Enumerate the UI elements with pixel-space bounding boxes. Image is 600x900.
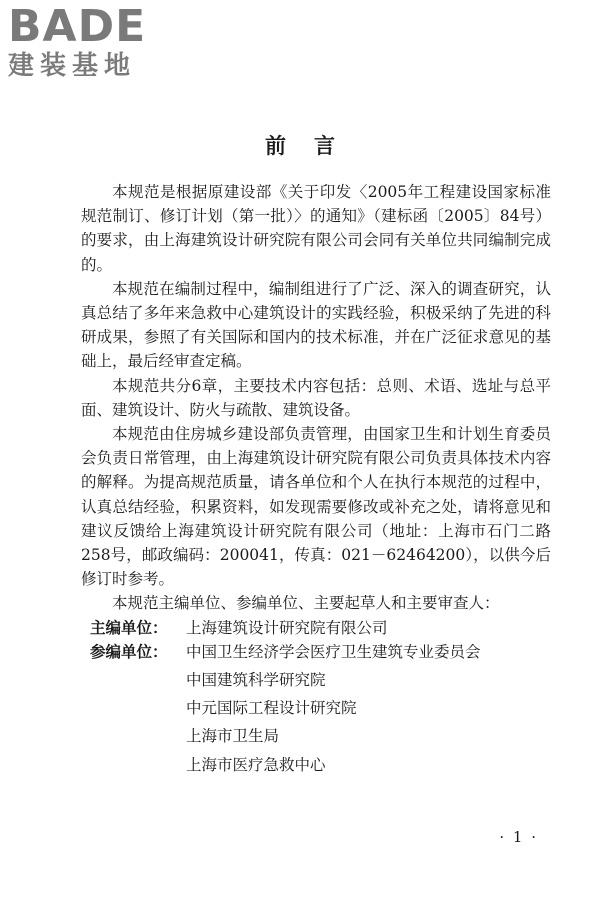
participating-unit: 中国建筑科学研究院 <box>186 671 326 690</box>
publisher-logo <box>8 1 178 82</box>
paragraph-5: 本规范主编单位、参编单位、主要起草人和主要审查人： <box>112 594 500 613</box>
participating-unit: 中国卫生经济学会医疗卫生建筑专业委员会 <box>186 642 481 661</box>
page-number: · 1 · <box>499 828 538 846</box>
chief-editor-label: 主编单位： <box>90 617 168 637</box>
logo-brand: BADE <box>8 1 147 52</box>
participating-units-list <box>186 640 551 777</box>
paragraph-4: 本规范由住房城乡建设部负责管理，由国家卫生和计划生育委员会负责日常管理，由上海建筑设计研究院有限公司负责具体技术内容的解释。为提高规范质量，请各单位和个人在执行本规范的过程中，认真总结经验，积累资料，如发现需要修改或补充之处，请将意见和建议反馈给上海建筑设计研究院有限公司（地址：上海市石门二路258号，邮政编码：200041，传真：021－62464200），以供今后修订时参考。 <box>81 425 551 589</box>
participating-unit: 中元国际工程设计研究院 <box>186 699 357 718</box>
logo-subtitle: 建装基地 <box>8 51 137 81</box>
paragraph-1: 本规范是根据原建设部《关于印发〈2005年工程建设国家标准规范制订、修订计划（第一批）〉的通知》（建标函〔2005〕84号）的要求，由上海建筑设计研究院有限公司会同有关单位共同编制完成的。 <box>81 183 551 274</box>
participating-unit: 上海市医疗急救中心 <box>186 755 326 774</box>
paragraph-2: 本规范在编制过程中，编制组进行了广泛、深入的调查研究，认真总结了多年来急救中心建筑设计的实践经验，积极采纳了先进的科研成果，参照了有关国际和国内的技术标准，并在广泛征求意见的基础上，最后经审查定稿。 <box>81 279 551 371</box>
participating-unit: 上海市卫生局 <box>186 727 280 746</box>
participating-units-row <box>81 640 551 777</box>
preface-body <box>81 180 551 777</box>
paragraph-3: 本规范共分6章，主要技术内容包括：总则、术语、选址与总平面、建筑设计、防火与疏散、建筑设备。 <box>81 376 551 419</box>
page-title: 前言 <box>265 133 363 158</box>
participating-units-label: 参编单位： <box>90 641 168 661</box>
chief-editor-unit: 上海建筑设计研究院有限公司 <box>186 618 388 637</box>
chief-editor-row <box>81 616 551 640</box>
